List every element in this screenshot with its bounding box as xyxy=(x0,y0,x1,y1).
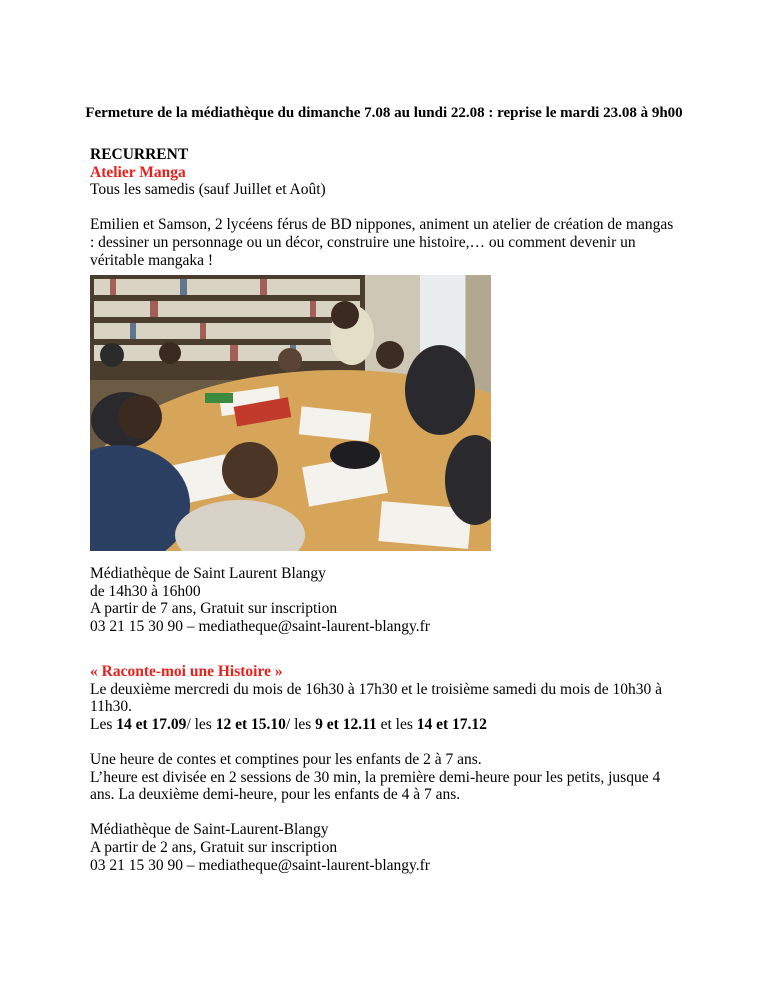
section-label: RECURRENT xyxy=(90,146,189,163)
date-september: 14 et 17.09 xyxy=(116,715,187,733)
date-november: 9 et 12.11 xyxy=(315,715,377,733)
closure-notice: Fermeture de la médiathèque du dimanche 7.08 au lundi 22.08 : reprise le mardi 23.08 à 9h00 xyxy=(85,105,683,121)
dates-separator: / les xyxy=(186,715,216,733)
story-conditions: A partir de 2 ans, Gratuit sur inscription xyxy=(90,839,338,857)
story-schedule: Le deuxième mercredi du mois de 16h30 à 17h30 et le troisième samedi du mois de 10h30 à 11h30. xyxy=(90,680,663,716)
manga-schedule: Tous les samedis (sauf Juillet et Août) xyxy=(90,181,326,199)
page-content xyxy=(90,146,680,874)
manga-description: Emilien et Samson, 2 lycéens férus de BD nippones, animent un atelier de création de mangas : dessiner un personnage ou un décor, construire une histoire,… ou comment devenir un véritable mangaka ! xyxy=(90,216,674,269)
story-contact: 03 21 15 30 90 – mediatheque@saint-laurent-blangy.fr xyxy=(90,856,430,874)
manga-hours: de 14h30 à 16h00 xyxy=(90,582,201,600)
manga-location: Médiathèque de Saint Laurent Blangy xyxy=(90,565,326,583)
dates-prefix: Les xyxy=(90,715,117,733)
manga-workshop-photo xyxy=(90,275,491,551)
date-october: 12 et 15.10 xyxy=(215,715,286,733)
dates-separator: / les xyxy=(285,715,316,733)
story-details: L’heure est divisée en 2 sessions de 30 min, la première demi-heure pour les petits, jusque 4 ans. La deuxième demi-heure, pour les enfants de 4 à 7 ans. xyxy=(90,768,661,804)
manga-conditions: A partir de 7 ans, Gratuit sur inscription xyxy=(90,600,338,618)
date-december: 14 et 17.12 xyxy=(416,715,487,733)
dates-separator: et les xyxy=(376,715,417,733)
story-intro: Une heure de contes et comptines pour les enfants de 2 à 7 ans. xyxy=(90,751,482,769)
manga-title: Atelier Manga xyxy=(90,163,186,181)
story-dates xyxy=(90,716,680,734)
manga-contact: 03 21 15 30 90 – mediatheque@saint-laurent-blangy.fr xyxy=(90,617,430,635)
story-title: « Raconte-moi une Histoire » xyxy=(90,663,283,681)
story-location: Médiathèque de Saint-Laurent-Blangy xyxy=(90,821,329,839)
